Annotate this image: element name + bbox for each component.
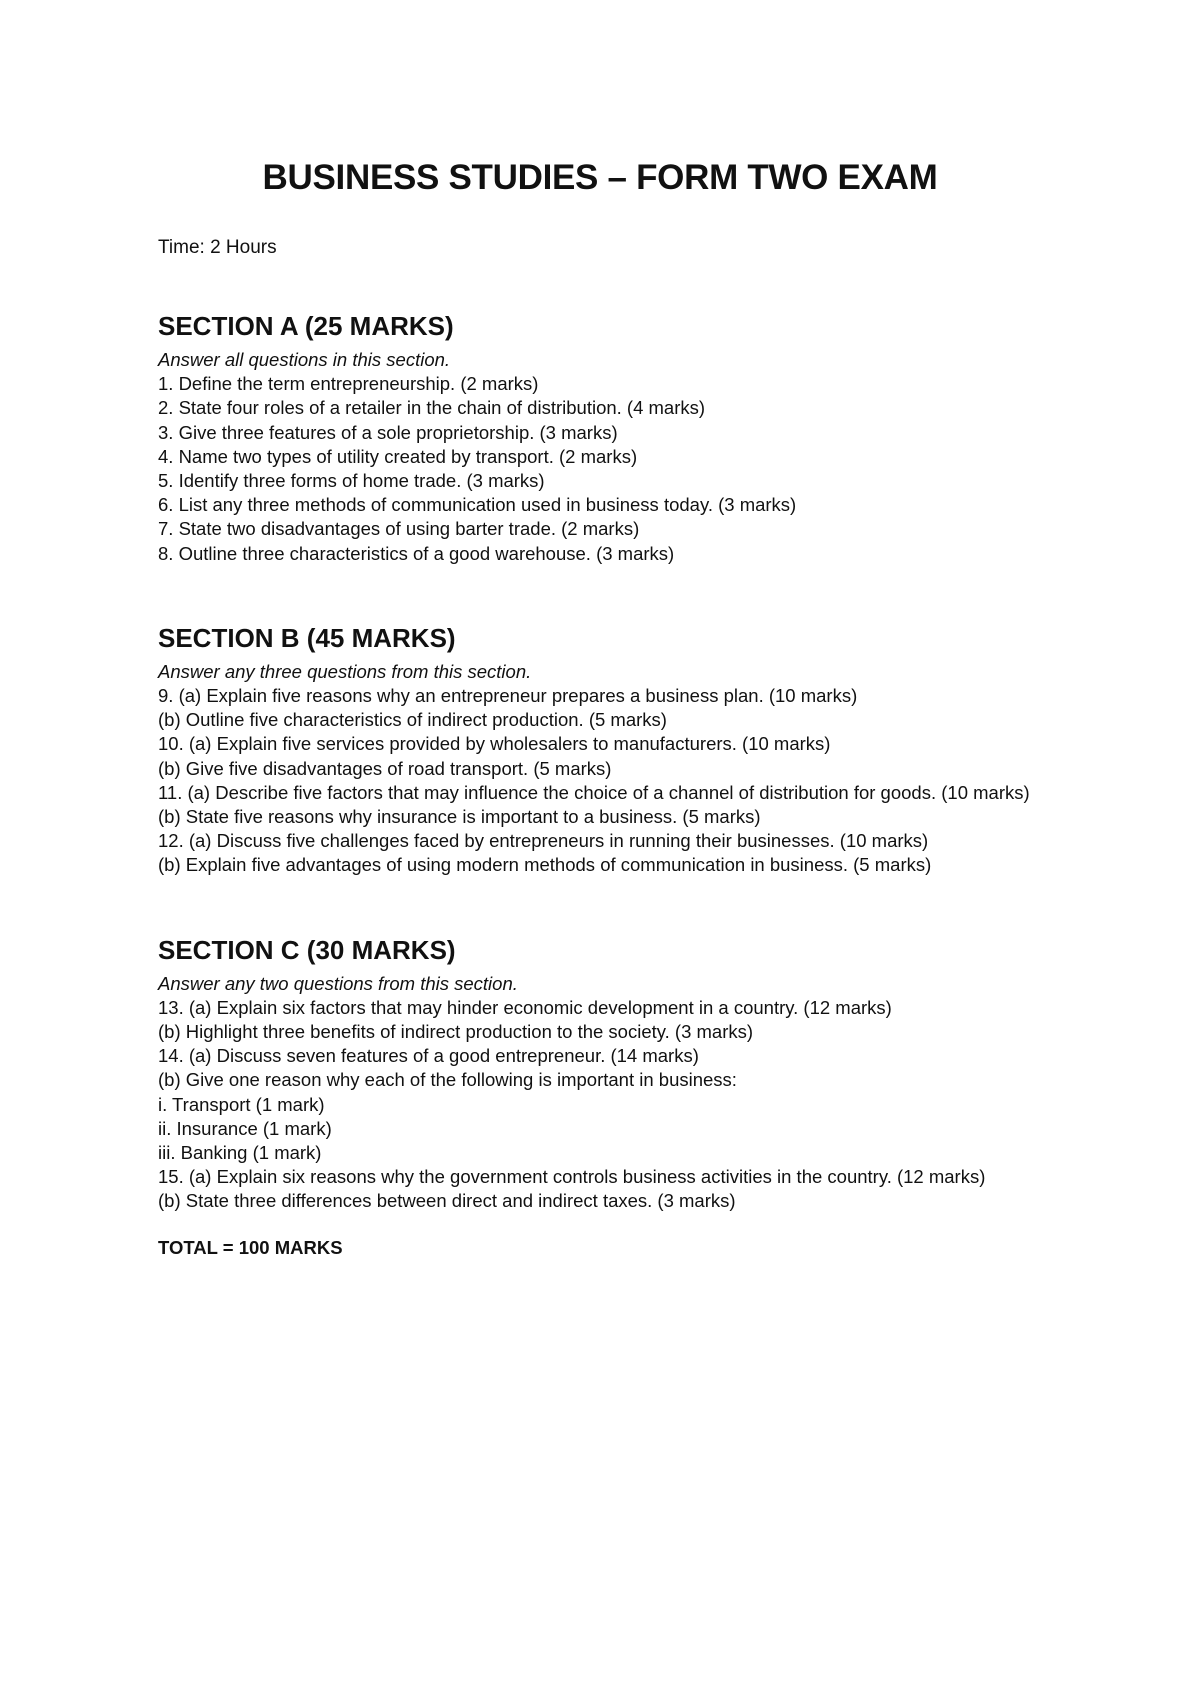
question-line: 8. Outline three characteristics of a good warehouse. (3 marks): [158, 542, 675, 564]
question-line: 7. State two disadvantages of using barter trade. (2 marks): [158, 518, 640, 540]
question-line: 12. (a) Discuss five challenges faced by entrepreneurs in running their businesses. (10 marks): [158, 830, 929, 852]
question-line: 6. List any three methods of communication used in business today. (3 marks): [158, 494, 797, 516]
question-line: 4. Name two types of utility created by transport. (2 marks): [158, 445, 638, 467]
question-line: 1. Define the term entrepreneurship. (2 marks): [158, 373, 539, 395]
exam-total: TOTAL = 100 MARKS: [158, 1236, 343, 1258]
question-line: 5. Identify three forms of home trade. (3 marks): [158, 470, 545, 492]
question-line: (b) Highlight three benefits of indirect production to the society. (3 marks): [158, 1021, 754, 1043]
question-line: 13. (a) Explain six factors that may hinder economic development in a country. (12 marks): [158, 996, 892, 1018]
question-line: (b) Give five disadvantages of road transport. (5 marks): [158, 757, 612, 779]
section-c: [158, 934, 1058, 1214]
question-line: 11. (a) Describe five factors that may influence the choice of a channel of distribution for goods. (10 marks): [158, 781, 1030, 803]
section-b-questions: [158, 684, 1058, 878]
section-c-heading: SECTION C (30 MARKS): [158, 934, 456, 965]
question-line: 14. (a) Discuss seven features of a good entrepreneur. (14 marks): [158, 1045, 699, 1067]
question-line: iii. Banking (1 mark): [158, 1142, 322, 1164]
section-b-instruction: Answer any three questions from this section.: [158, 660, 532, 682]
section-a-instruction: Answer all questions in this section.: [158, 349, 451, 370]
question-line: 10. (a) Explain five services provided by wholesalers to manufacturers. (10 marks): [158, 733, 831, 755]
question-line: ii. Insurance (1 mark): [158, 1117, 332, 1139]
question-line: (b) State five reasons why insurance is important to a business. (5 marks): [158, 806, 761, 828]
exam-time: Time: 2 Hours: [158, 237, 277, 258]
question-line: (b) State three differences between direct and indirect taxes. (3 marks): [158, 1190, 736, 1212]
question-line: (b) Explain five advantages of using modern methods of communication in business. (5 marks): [158, 854, 932, 876]
section-c-instruction: Answer any two questions from this section.: [158, 972, 518, 994]
section-c-questions: [158, 996, 1058, 1214]
question-line: (b) Give one reason why each of the following is important in business:: [158, 1069, 737, 1091]
section-b-heading: SECTION B (45 MARKS): [158, 622, 456, 653]
question-line: (b) Outline five characteristics of indirect production. (5 marks): [158, 709, 667, 731]
section-a-heading: SECTION A (25 MARKS): [158, 311, 454, 341]
exam-title: BUSINESS STUDIES – FORM TWO EXAM: [262, 158, 938, 197]
question-line: 9. (a) Explain five reasons why an entrepreneur prepares a business plan. (10 marks): [158, 685, 858, 707]
question-line: 3. Give three features of a sole proprietorship. (3 marks): [158, 421, 618, 443]
question-line: 15. (a) Explain six reasons why the government controls business activities in the country. (12 marks): [158, 1166, 986, 1188]
question-line: 2. State four roles of a retailer in the chain of distribution. (4 marks): [158, 397, 706, 419]
question-line: i. Transport (1 mark): [158, 1093, 325, 1115]
exam-content: [158, 236, 1058, 1260]
section-b: [158, 622, 1058, 878]
section-a: [158, 310, 1058, 566]
section-a-questions: [158, 372, 1058, 566]
